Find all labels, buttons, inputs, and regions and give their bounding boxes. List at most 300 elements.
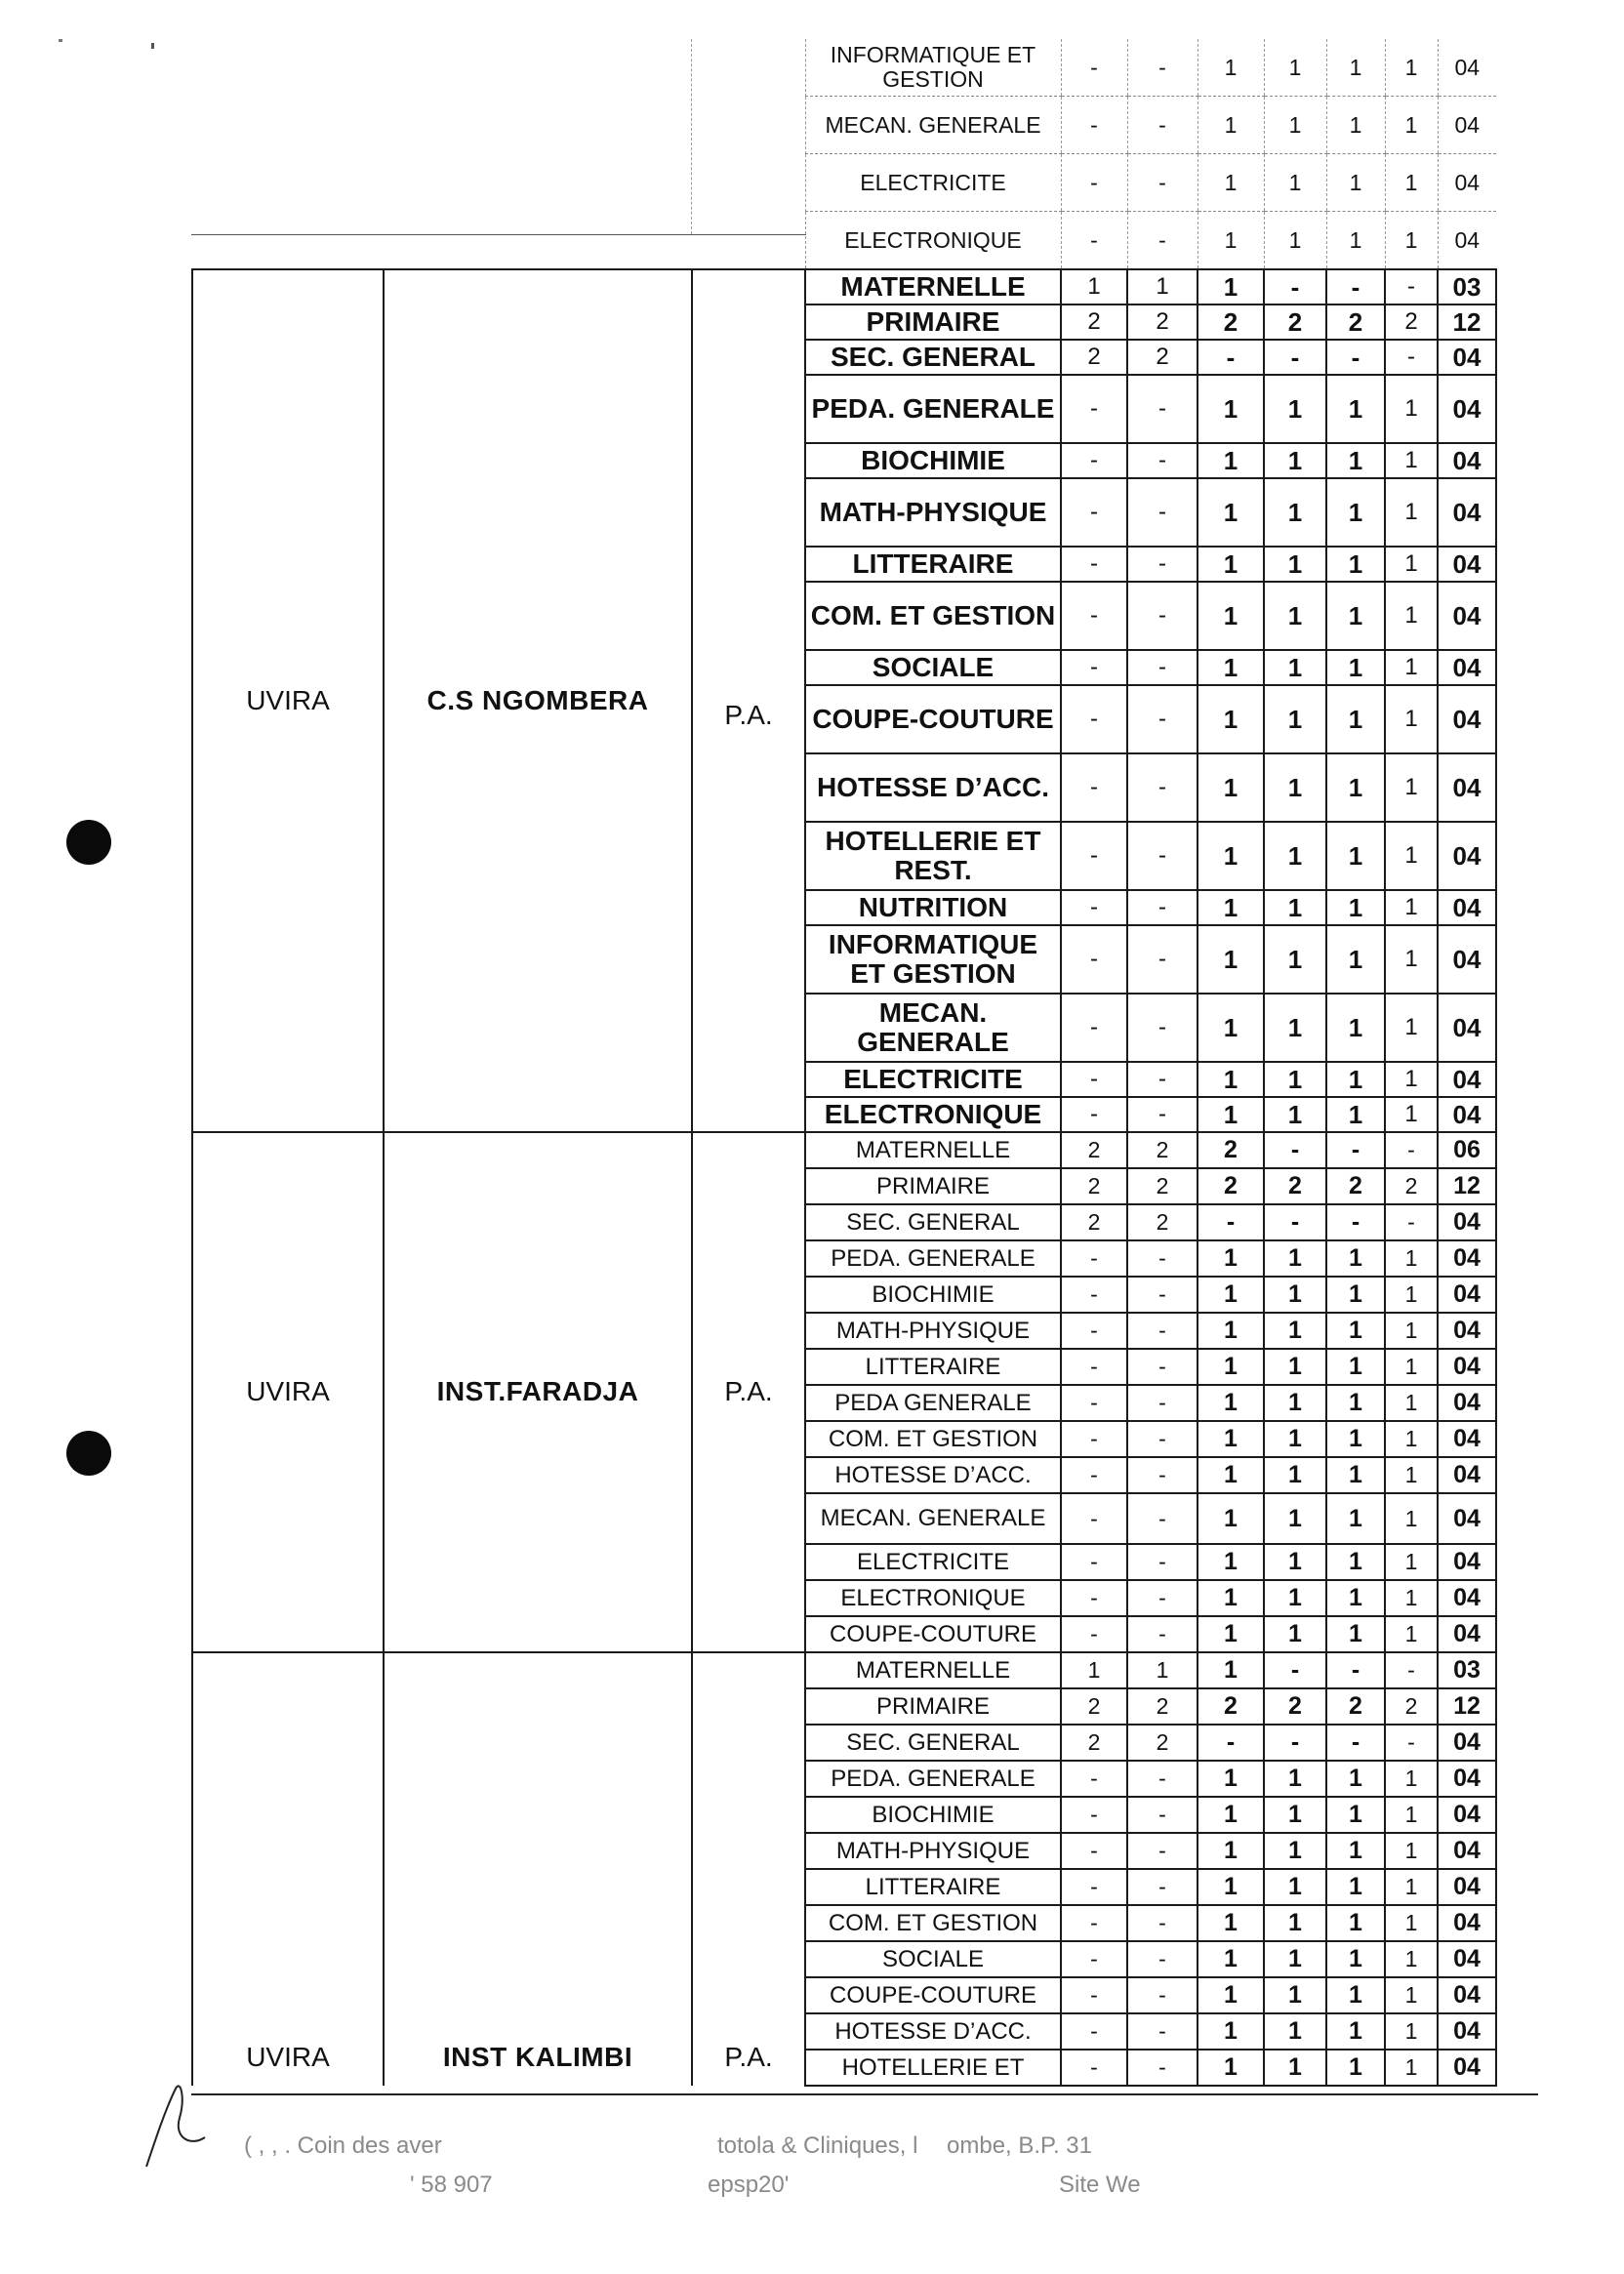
value-cell: - <box>1127 753 1198 822</box>
value-cell: - <box>1061 753 1127 822</box>
value-cell: 1 <box>1385 1240 1438 1277</box>
value-cell: 1 <box>1198 1941 1264 1977</box>
value-cell: - <box>1127 1421 1198 1457</box>
value-cell: 1 <box>1385 1977 1438 2013</box>
value-cell: 1 <box>1264 1616 1326 1652</box>
value-cell: 04 <box>1438 994 1496 1062</box>
value-cell: 1 <box>1385 39 1438 97</box>
value-cell: 2 <box>1127 1168 1198 1204</box>
value-cell: 1 <box>1326 685 1385 753</box>
value-cell: - <box>1061 1905 1127 1941</box>
footer-address-1: ( , , . Coin des aver <box>244 2132 442 2159</box>
value-cell: 1 <box>1264 1097 1326 1132</box>
value-cell: 04 <box>1438 212 1496 270</box>
option-label: PRIMAIRE <box>805 305 1061 340</box>
option-label: COUPE-COUTURE <box>805 1977 1061 2013</box>
empty-cell <box>384 39 692 97</box>
value-cell: 1 <box>1198 1905 1264 1941</box>
value-cell: 1 <box>1264 822 1326 890</box>
value-cell: 1 <box>1198 1493 1264 1544</box>
value-cell: 04 <box>1438 582 1496 650</box>
value-cell: 1 <box>1264 1833 1326 1869</box>
value-cell: - <box>1061 97 1127 154</box>
value-cell: 1 <box>1198 478 1264 547</box>
footer-address-3: ombe, B.P. 31 <box>947 2132 1092 2159</box>
value-cell: 1 <box>1198 1421 1264 1457</box>
footer-rule <box>191 2093 1538 2095</box>
value-cell: 06 <box>1438 1132 1496 1168</box>
value-cell: - <box>1127 1941 1198 1977</box>
value-cell: 1 <box>1198 39 1264 97</box>
value-cell: 1 <box>1198 1652 1264 1688</box>
value-cell: 03 <box>1438 1652 1496 1688</box>
value-cell: 1 <box>1264 753 1326 822</box>
value-cell: 1 <box>1198 890 1264 925</box>
value-cell: - <box>1264 269 1326 305</box>
value-cell: 1 <box>1385 1349 1438 1385</box>
value-cell: 1 <box>1198 1313 1264 1349</box>
value-cell: 1 <box>1385 1580 1438 1616</box>
value-cell: 1 <box>1198 925 1264 994</box>
value-cell: 1 <box>1326 582 1385 650</box>
value-cell: - <box>1198 1204 1264 1240</box>
value-cell: 1 <box>1264 1544 1326 1580</box>
value-cell: 2 <box>1061 1688 1127 1725</box>
value-cell: 1 <box>1326 154 1385 212</box>
value-cell: 1 <box>1198 753 1264 822</box>
option-label: PEDA GENERALE <box>805 1385 1061 1421</box>
value-cell: - <box>1127 1493 1198 1544</box>
signature-mark <box>137 2069 215 2186</box>
punch-hole-upper <box>66 820 111 865</box>
value-cell: 1 <box>1198 1457 1264 1493</box>
option-label: MECAN. GENERALE <box>805 994 1061 1062</box>
value-cell: 1 <box>1385 685 1438 753</box>
value-cell: 1 <box>1385 97 1438 154</box>
value-cell: - <box>1127 1869 1198 1905</box>
option-label: SOCIALE <box>805 650 1061 685</box>
value-cell: 1 <box>1264 994 1326 1062</box>
value-cell: - <box>1061 890 1127 925</box>
empty-cell <box>692 97 805 154</box>
value-cell: 04 <box>1438 154 1496 212</box>
value-cell: - <box>1061 1761 1127 1797</box>
value-cell: 1 <box>1385 1797 1438 1833</box>
value-cell: - <box>1127 39 1198 97</box>
value-cell: - <box>1061 822 1127 890</box>
value-cell: 1 <box>1198 1385 1264 1421</box>
value-cell: 1 <box>1385 753 1438 822</box>
value-cell: - <box>1326 340 1385 375</box>
value-cell: 1 <box>1326 1385 1385 1421</box>
value-cell: - <box>1127 443 1198 478</box>
value-cell: - <box>1264 1204 1326 1240</box>
value-cell: - <box>1061 154 1127 212</box>
value-cell: 1 <box>1264 39 1326 97</box>
value-cell: - <box>1127 1797 1198 1833</box>
value-cell: - <box>1061 1240 1127 1277</box>
value-cell: - <box>1061 1062 1127 1097</box>
value-cell: - <box>1127 1977 1198 2013</box>
value-cell: 04 <box>1438 340 1496 375</box>
value-cell: - <box>1061 547 1127 582</box>
value-cell: - <box>1127 890 1198 925</box>
value-cell: - <box>1127 2013 1198 2050</box>
value-cell: 1 <box>1198 547 1264 582</box>
value-cell: 1 <box>1385 2013 1438 2050</box>
value-cell: 1 <box>1198 375 1264 443</box>
regime-cell: P.A. <box>692 269 805 1132</box>
value-cell: 04 <box>1438 1544 1496 1580</box>
value-cell: 1 <box>1264 1385 1326 1421</box>
value-cell: - <box>1061 650 1127 685</box>
value-cell: 1 <box>1326 1905 1385 1941</box>
value-cell: 03 <box>1438 269 1496 305</box>
value-cell: - <box>1061 478 1127 547</box>
school-name-cell: INST KALIMBI <box>384 1652 692 2086</box>
value-cell: - <box>1061 1421 1127 1457</box>
value-cell: - <box>1127 1097 1198 1132</box>
value-cell: 1 <box>1385 890 1438 925</box>
value-cell: 1 <box>1264 212 1326 270</box>
value-cell: - <box>1127 685 1198 753</box>
value-cell: 1 <box>1326 890 1385 925</box>
value-cell: - <box>1127 375 1198 443</box>
value-cell: 1 <box>1326 478 1385 547</box>
value-cell: 04 <box>1438 547 1496 582</box>
value-cell: - <box>1264 1132 1326 1168</box>
value-cell: 1 <box>1264 2013 1326 2050</box>
value-cell: 04 <box>1438 39 1496 97</box>
value-cell: 1 <box>1264 1457 1326 1493</box>
value-cell: - <box>1061 1385 1127 1421</box>
value-cell: 2 <box>1127 1132 1198 1168</box>
value-cell: 1 <box>1198 1761 1264 1797</box>
value-cell: - <box>1061 1277 1127 1313</box>
value-cell: 1 <box>1326 1457 1385 1493</box>
empty-cell <box>192 212 384 270</box>
value-cell: - <box>1198 1725 1264 1761</box>
value-cell: 1 <box>1385 822 1438 890</box>
value-cell: 1 <box>1326 2013 1385 2050</box>
value-cell: - <box>1326 1132 1385 1168</box>
value-cell: 1 <box>1385 1616 1438 1652</box>
value-cell: 1 <box>1385 1905 1438 1941</box>
value-cell: 1 <box>1385 582 1438 650</box>
value-cell: - <box>1385 1652 1438 1688</box>
value-cell: 2 <box>1385 305 1438 340</box>
value-cell: 2 <box>1061 1725 1127 1761</box>
value-cell: 12 <box>1438 1168 1496 1204</box>
value-cell: 1 <box>1198 1833 1264 1869</box>
option-label: MECAN. GENERALE <box>805 97 1061 154</box>
empty-cell <box>384 154 692 212</box>
footer-address-2: totola & Cliniques, l <box>717 2132 918 2159</box>
value-cell: 1 <box>1385 1457 1438 1493</box>
punch-hole-lower <box>66 1431 111 1476</box>
value-cell: 2 <box>1061 1132 1127 1168</box>
value-cell: - <box>1127 478 1198 547</box>
value-cell: - <box>1326 269 1385 305</box>
value-cell: 1 <box>1326 1240 1385 1277</box>
value-cell: - <box>1061 2013 1127 2050</box>
value-cell: 1 <box>1385 650 1438 685</box>
value-cell: - <box>1127 2050 1198 2086</box>
value-cell: 2 <box>1385 1168 1438 1204</box>
value-cell: 1 <box>1326 1277 1385 1313</box>
value-cell: 1 <box>1385 1313 1438 1349</box>
value-cell: 1 <box>1326 2050 1385 2086</box>
value-cell: - <box>1127 1062 1198 1097</box>
value-cell: - <box>1061 1544 1127 1580</box>
value-cell: 1 <box>1326 212 1385 270</box>
value-cell: 2 <box>1127 1204 1198 1240</box>
option-label: HOTESSE D’ACC. <box>805 1457 1061 1493</box>
school-name-cell: C.S NGOMBERA <box>384 269 692 1132</box>
value-cell: 04 <box>1438 1385 1496 1421</box>
value-cell: 1 <box>1326 1797 1385 1833</box>
value-cell: - <box>1127 1385 1198 1421</box>
table-row <box>192 269 1496 305</box>
value-cell: 1 <box>1264 2050 1326 2086</box>
value-cell: - <box>1385 340 1438 375</box>
value-cell: 1 <box>1385 1421 1438 1457</box>
value-cell: - <box>1061 2050 1127 2086</box>
value-cell: 2 <box>1385 1688 1438 1725</box>
value-cell: - <box>1127 1457 1198 1493</box>
value-cell: 1 <box>1264 1062 1326 1097</box>
empty-cell <box>692 212 805 270</box>
value-cell: 1 <box>1326 1421 1385 1457</box>
value-cell: - <box>1061 39 1127 97</box>
value-cell: 1 <box>1385 1385 1438 1421</box>
option-label: INFORMATIQUE ET GESTION <box>805 925 1061 994</box>
value-cell: 1 <box>1264 1905 1326 1941</box>
value-cell: 04 <box>1438 1761 1496 1797</box>
school-name-cell: INST.FARADJA <box>384 1132 692 1652</box>
value-cell: - <box>1326 1204 1385 1240</box>
option-label: SEC. GENERAL <box>805 1204 1061 1240</box>
value-cell: 1 <box>1326 443 1385 478</box>
value-cell: 1 <box>1198 685 1264 753</box>
value-cell: 1 <box>1326 1349 1385 1385</box>
value-cell: 1 <box>1385 1833 1438 1869</box>
value-cell: - <box>1127 650 1198 685</box>
value-cell: 04 <box>1438 1797 1496 1833</box>
territory-cell: UVIRA <box>192 269 384 1132</box>
value-cell: 04 <box>1438 753 1496 822</box>
value-cell: 2 <box>1326 1688 1385 1725</box>
value-cell: - <box>1127 212 1198 270</box>
value-cell: - <box>1127 925 1198 994</box>
value-cell: 2 <box>1326 1168 1385 1204</box>
value-cell: - <box>1127 1580 1198 1616</box>
value-cell: 1 <box>1326 1869 1385 1905</box>
value-cell: - <box>1127 1833 1198 1869</box>
value-cell: - <box>1264 340 1326 375</box>
scan-mark <box>151 43 154 49</box>
value-cell: 1 <box>1198 822 1264 890</box>
value-cell: - <box>1127 1544 1198 1580</box>
value-cell: 1 <box>1326 822 1385 890</box>
value-cell: 04 <box>1438 1833 1496 1869</box>
value-cell: 1 <box>1264 650 1326 685</box>
value-cell: - <box>1061 1580 1127 1616</box>
option-label: HOTESSE D’ACC. <box>805 753 1061 822</box>
value-cell: 1 <box>1264 1941 1326 1977</box>
value-cell: - <box>1127 1240 1198 1277</box>
value-cell: 04 <box>1438 2050 1496 2086</box>
value-cell: - <box>1264 1725 1326 1761</box>
option-label: ELECTRONIQUE <box>805 1097 1061 1132</box>
value-cell: - <box>1127 822 1198 890</box>
value-cell: 1 <box>1198 1616 1264 1652</box>
value-cell: 04 <box>1438 1240 1496 1277</box>
value-cell: 1 <box>1385 375 1438 443</box>
value-cell: 1 <box>1326 1616 1385 1652</box>
empty-cell <box>384 97 692 154</box>
option-label: MATERNELLE <box>805 1132 1061 1168</box>
empty-cell <box>384 212 692 270</box>
option-label: MATH-PHYSIQUE <box>805 1833 1061 1869</box>
value-cell: 1 <box>1264 685 1326 753</box>
value-cell: 1 <box>1385 1869 1438 1905</box>
value-cell: 1 <box>1326 547 1385 582</box>
table-row <box>192 1132 1496 1168</box>
option-label: LITTERAIRE <box>805 1869 1061 1905</box>
value-cell: 1 <box>1198 582 1264 650</box>
option-label: COM. ET GESTION <box>805 582 1061 650</box>
option-label: MATERNELLE <box>805 1652 1061 1688</box>
value-cell: - <box>1198 340 1264 375</box>
table-row <box>192 154 1496 212</box>
value-cell: 2 <box>1061 1168 1127 1204</box>
footer-email: epsp20' <box>708 2172 790 2198</box>
value-cell: 1 <box>1198 154 1264 212</box>
value-cell: 04 <box>1438 1493 1496 1544</box>
value-cell: 1 <box>1198 97 1264 154</box>
value-cell: 1 <box>1127 1652 1198 1688</box>
value-cell: 1 <box>1326 1977 1385 2013</box>
value-cell: 04 <box>1438 1349 1496 1385</box>
option-label: ELECTRICITE <box>805 154 1061 212</box>
value-cell: - <box>1127 1616 1198 1652</box>
value-cell: 1 <box>1264 1797 1326 1833</box>
value-cell: 1 <box>1264 1580 1326 1616</box>
value-cell: - <box>1061 1797 1127 1833</box>
value-cell: 1 <box>1326 1580 1385 1616</box>
option-label: BIOCHIMIE <box>805 1277 1061 1313</box>
value-cell: 1 <box>1326 1097 1385 1132</box>
value-cell: 1 <box>1198 1240 1264 1277</box>
value-cell: - <box>1061 685 1127 753</box>
value-cell: 1 <box>1198 443 1264 478</box>
footer-phone: ' 58 907 <box>410 2172 493 2198</box>
value-cell: 1 <box>1385 478 1438 547</box>
value-cell: 04 <box>1438 1580 1496 1616</box>
value-cell: 1 <box>1326 650 1385 685</box>
value-cell: - <box>1061 1941 1127 1977</box>
empty-cell <box>192 154 384 212</box>
school-options-table <box>191 39 1497 2087</box>
table-row <box>192 39 1496 97</box>
value-cell: 04 <box>1438 1457 1496 1493</box>
option-label: PRIMAIRE <box>805 1688 1061 1725</box>
value-cell: 1 <box>1326 1941 1385 1977</box>
value-cell: 1 <box>1385 212 1438 270</box>
value-cell: 1 <box>1385 2050 1438 2086</box>
value-cell: - <box>1061 1493 1127 1544</box>
value-cell: 1 <box>1264 1869 1326 1905</box>
territory-cell: UVIRA <box>192 1652 384 2086</box>
value-cell: 2 <box>1198 1168 1264 1204</box>
value-cell: 2 <box>1061 1204 1127 1240</box>
value-cell: 1 <box>1326 97 1385 154</box>
value-cell: 04 <box>1438 1062 1496 1097</box>
value-cell: 1 <box>1198 1869 1264 1905</box>
value-cell: - <box>1061 1349 1127 1385</box>
option-label: COM. ET GESTION <box>805 1905 1061 1941</box>
value-cell: 1 <box>1198 1544 1264 1580</box>
value-cell: 04 <box>1438 822 1496 890</box>
value-cell: 2 <box>1326 305 1385 340</box>
value-cell: 1 <box>1326 994 1385 1062</box>
option-label: PEDA. GENERALE <box>805 1240 1061 1277</box>
value-cell: 2 <box>1198 1132 1264 1168</box>
value-cell: 1 <box>1198 1277 1264 1313</box>
value-cell: - <box>1061 1097 1127 1132</box>
value-cell: 1 <box>1385 1493 1438 1544</box>
option-label: INFORMATIQUE ET GESTION <box>805 39 1061 97</box>
option-label: PRIMAIRE <box>805 1168 1061 1204</box>
value-cell: - <box>1061 582 1127 650</box>
value-cell: 2 <box>1264 1688 1326 1725</box>
option-label: ELECTRICITE <box>805 1544 1061 1580</box>
value-cell: - <box>1061 1457 1127 1493</box>
footer-website: Site We <box>1059 2172 1141 2198</box>
value-cell: 1 <box>1264 582 1326 650</box>
table-row <box>192 212 1496 270</box>
value-cell: - <box>1127 1905 1198 1941</box>
option-label: BIOCHIMIE <box>805 1797 1061 1833</box>
territory-cell: UVIRA <box>192 1132 384 1652</box>
value-cell: 04 <box>1438 685 1496 753</box>
value-cell: 1 <box>1198 212 1264 270</box>
value-cell: 12 <box>1438 305 1496 340</box>
value-cell: 1 <box>1326 1833 1385 1869</box>
value-cell: 1 <box>1385 1062 1438 1097</box>
value-cell: - <box>1385 1132 1438 1168</box>
option-label: HOTELLERIE ET <box>805 2050 1061 2086</box>
value-cell: 1 <box>1385 1097 1438 1132</box>
value-cell: 1 <box>1264 1977 1326 2013</box>
value-cell: 2 <box>1198 1688 1264 1725</box>
value-cell: - <box>1061 994 1127 1062</box>
option-label: COM. ET GESTION <box>805 1421 1061 1457</box>
value-cell: 1 <box>1198 1977 1264 2013</box>
option-label: PEDA. GENERALE <box>805 1761 1061 1797</box>
value-cell: - <box>1061 1313 1127 1349</box>
value-cell: 1 <box>1326 375 1385 443</box>
value-cell: 1 <box>1326 1062 1385 1097</box>
option-label: HOTELLERIE ET REST. <box>805 822 1061 890</box>
value-cell: - <box>1061 1616 1127 1652</box>
value-cell: 04 <box>1438 375 1496 443</box>
value-cell: - <box>1385 269 1438 305</box>
value-cell: 04 <box>1438 1905 1496 1941</box>
empty-cell <box>192 39 384 97</box>
value-cell: - <box>1127 547 1198 582</box>
